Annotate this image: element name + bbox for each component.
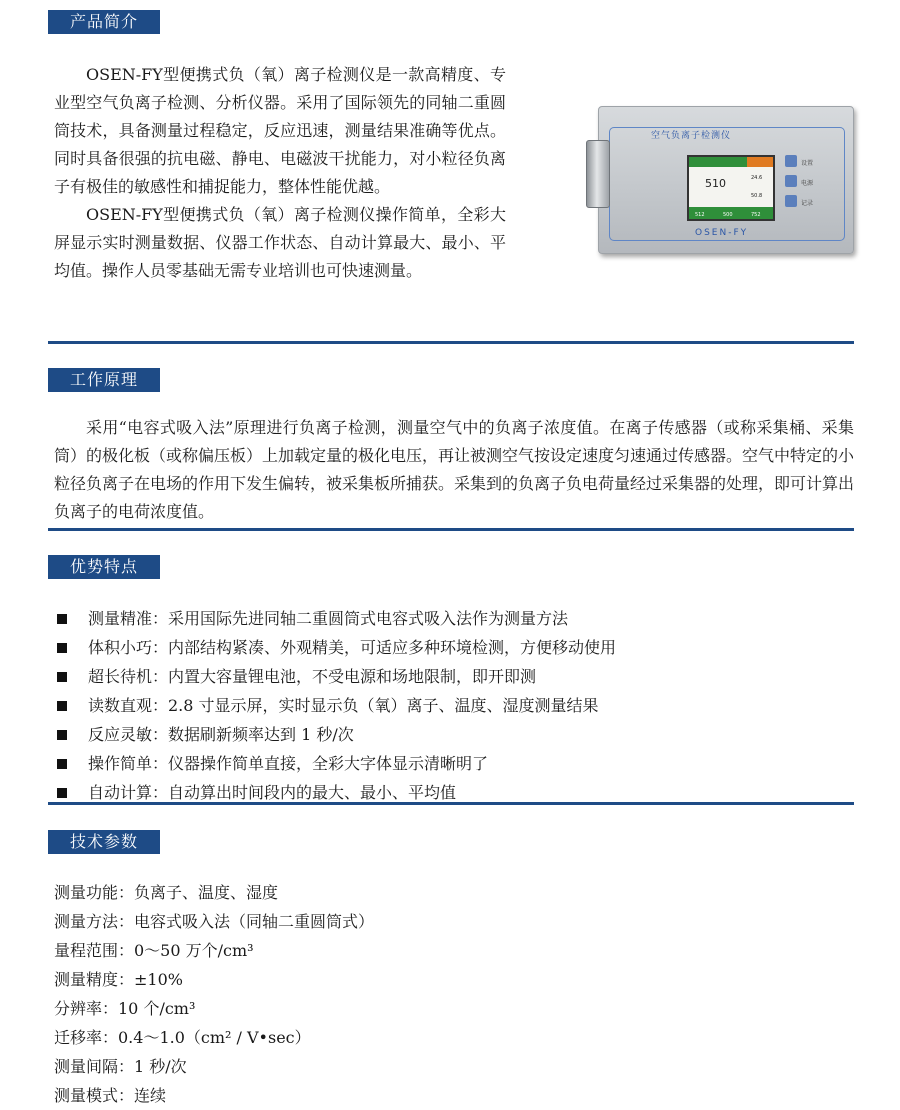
principle-text: [54, 414, 854, 526]
device-screen-bottom-value-2: 500: [723, 212, 733, 218]
feature-item-text: 操作简单：仪器操作简单直接，全彩大字体显示清晰明了: [88, 754, 489, 773]
bullet-square-icon: [57, 614, 67, 624]
feature-item: [54, 604, 854, 633]
bullet-square-icon: [57, 788, 67, 798]
device-screen-bottom-value-1: 512: [695, 212, 705, 218]
intro-paragraph-2: OSEN-FY型便携式负（氧）离子检测仪操作简单，全彩大屏显示实时测量数据、仪器工作状态、自动计算最大、最小、平均值。操作人员零基础无需专业培训也可快速测量。: [54, 205, 506, 280]
device-button-label-3: 记录: [801, 200, 814, 207]
bullet-square-icon: [57, 672, 67, 682]
section-heading-features: 优势特点: [48, 555, 160, 579]
device-button-2: [785, 175, 797, 187]
device-screen-side-value-2: 50.8: [751, 193, 763, 199]
feature-item: [54, 662, 854, 691]
spec-item: 测量间隔：1 秒/次: [54, 1057, 187, 1076]
device-screen-main-value: 510: [705, 177, 726, 190]
spec-item: 测量精度：±10%: [54, 970, 183, 989]
device-panel-title: 空气负离子检测仪: [651, 131, 732, 141]
spec-item: 分辨率：10 个/cm³: [54, 999, 196, 1018]
feature-item-text: 读数直观：2.8 寸显示屏，实时显示负（氧）离子、温度、湿度测量结果: [88, 696, 599, 715]
section-divider-2: [48, 528, 854, 531]
principle-paragraph: 采用“电容式吸入法”原理进行负离子检测，测量空气中的负离子浓度值。在离子传感器（或称采集桶、采集筒）的极化板（或称偏压板）上加载定量的极化电压，再让被测空气按设定速度匀速通过传感器。空气中特定的小粒径负离子在电场的作用下发生偏转，被采集板所捕获。采集到的负离子负电荷量经过采集器的处理，即可计算出负离子的电荷浓度值。: [54, 418, 855, 521]
feature-item: [54, 720, 854, 749]
device-screen: [687, 155, 775, 221]
intro-text: [54, 61, 506, 285]
feature-item-text: 自动计算：自动算出时间段内的最大、最小、平均值: [88, 783, 457, 802]
specs-list: [54, 878, 374, 1110]
device-button-label-2: 电源: [801, 180, 814, 187]
device-illustration: [582, 100, 858, 256]
device-screen-graphic: [689, 157, 773, 219]
bullet-square-icon: [57, 730, 67, 740]
spec-item: 迁移率：0.4～1.0（cm² / V•sec）: [54, 1028, 311, 1047]
bullet-square-icon: [57, 701, 67, 711]
device-sensor-cap: [586, 140, 610, 208]
feature-item-text: 测量精准：采用国际先进同轴二重圆筒式电容式吸入法作为测量方法: [88, 609, 569, 628]
device-button-3: [785, 195, 797, 207]
feature-item-text: 超长待机：内置大容量锂电池，不受电源和场地限制，即开即测: [88, 667, 537, 686]
feature-item-text: 反应灵敏：数据刷新频率达到 1 秒/次: [88, 725, 354, 744]
device-brand-label: OSEN-FY: [695, 228, 749, 238]
spec-item: 测量模式：连续: [54, 1086, 167, 1105]
section-divider-3: [48, 802, 854, 805]
spec-item: 量程范围：0～50 万个/cm³: [54, 941, 254, 960]
section-heading-principle: 工作原理: [48, 368, 160, 392]
spec-item: 测量功能：负离子、温度、湿度: [54, 883, 279, 902]
section-heading-specs: 技术参数: [48, 830, 160, 854]
section-divider-1: [48, 341, 854, 344]
device-button-1: [785, 155, 797, 167]
feature-item: [54, 691, 854, 720]
section-heading-intro: 产品简介: [48, 10, 160, 34]
feature-item-text: 体积小巧：内部结构紧凑、外观精美，可适应多种环境检测，方便移动使用: [88, 638, 617, 657]
features-list: [54, 604, 854, 807]
spec-item: 测量方法：电容式吸入法（同轴二重圆筒式）: [54, 912, 375, 931]
bullet-square-icon: [57, 759, 67, 769]
intro-paragraph-1: OSEN-FY型便携式负（氧）离子检测仪是一款高精度、专业型空气负离子检测、分析仪器。采用了国际领先的同轴二重圆筒技术，具备测量过程稳定，反应迅速，测量结果准确等优点。同时具备很强的抗电磁、静电、电磁波干扰能力，对小粒径负离子有极佳的敏感性和捕捉能力，整体性能优越。: [54, 65, 506, 196]
device-body: [598, 106, 854, 254]
device-button-label-1: 设置: [801, 160, 814, 167]
bullet-square-icon: [57, 643, 67, 653]
feature-item: [54, 633, 854, 662]
device-screen-side-value-1: 24.6: [751, 175, 763, 181]
device-screen-bottom-value-3: 752: [751, 212, 761, 218]
feature-item: [54, 749, 854, 778]
